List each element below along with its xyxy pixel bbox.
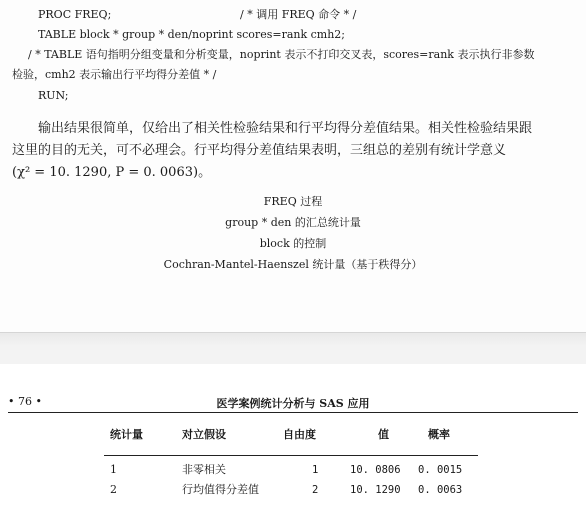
code-comment-table-1: / * TABLE 语句指明分组变量和分析变量，noprint 表示不打印交叉表，scores=rank 表示执行非参数 (28, 48, 535, 61)
col-header-value: 值 (378, 428, 389, 441)
code-line-proc: PROC FREQ; (38, 8, 112, 21)
page-gap (0, 332, 586, 365)
output-title-summary: group * den 的汇总统计量 (225, 216, 361, 229)
col-header-df: 自由度 (283, 428, 316, 441)
cell-row2-prob: 0. 0063 (418, 484, 463, 496)
col-header-prob: 概率 (428, 428, 450, 441)
code-line-table: TABLE block * group * den/noprint scores=rank cmh2; (38, 28, 346, 41)
book-title: 医学案例统计分析与 SAS 应用 (216, 397, 370, 410)
cell-row2-df: 2 (312, 484, 319, 496)
cell-row2-value: 10. 1290 (350, 484, 401, 496)
header-rule (8, 412, 578, 413)
code-line-run: RUN; (38, 89, 69, 102)
code-comment-table-2: 检验，cmh2 表示输出行平均得分差值 * / (12, 68, 217, 81)
paragraph-line-1: 输出结果很简单，仅给出了相关性检验结果和行平均得分差值结果。相关性检验结果跟 (38, 121, 533, 136)
table-header-rule (104, 455, 478, 456)
cell-row2-hyp: 行均值得分差值 (182, 483, 259, 496)
cell-row1-stat: 1 (110, 463, 117, 476)
cell-row1-df: 1 (312, 464, 319, 476)
code-comment-proc: / * 调用 FREQ 命令 * / (240, 8, 357, 21)
paragraph-line-2: 这里的目的无关，可不必理会。行平均得分差值结果表明，三组总的差别有统计学意义 (12, 143, 507, 158)
col-header-statistic: 统计量 (110, 428, 143, 441)
output-title-cmh: Cochran-Mantel-Haenszel 统计量（基于秩得分） (163, 258, 423, 271)
col-header-alt-hypothesis: 对立假设 (182, 428, 226, 441)
cell-row1-value: 10. 0806 (350, 464, 401, 476)
cell-row1-prob: 0. 0015 (418, 464, 463, 476)
paragraph-line-3: (χ² = 10. 1290, P = 0. 0063)。 (12, 165, 212, 180)
output-title-freq: FREQ 过程 (263, 195, 323, 208)
cell-row1-hyp: 非零相关 (182, 463, 226, 476)
output-title-control: block 的控制 (259, 237, 327, 250)
cell-row2-stat: 2 (110, 483, 117, 496)
page-number: • 76 • (8, 395, 42, 408)
